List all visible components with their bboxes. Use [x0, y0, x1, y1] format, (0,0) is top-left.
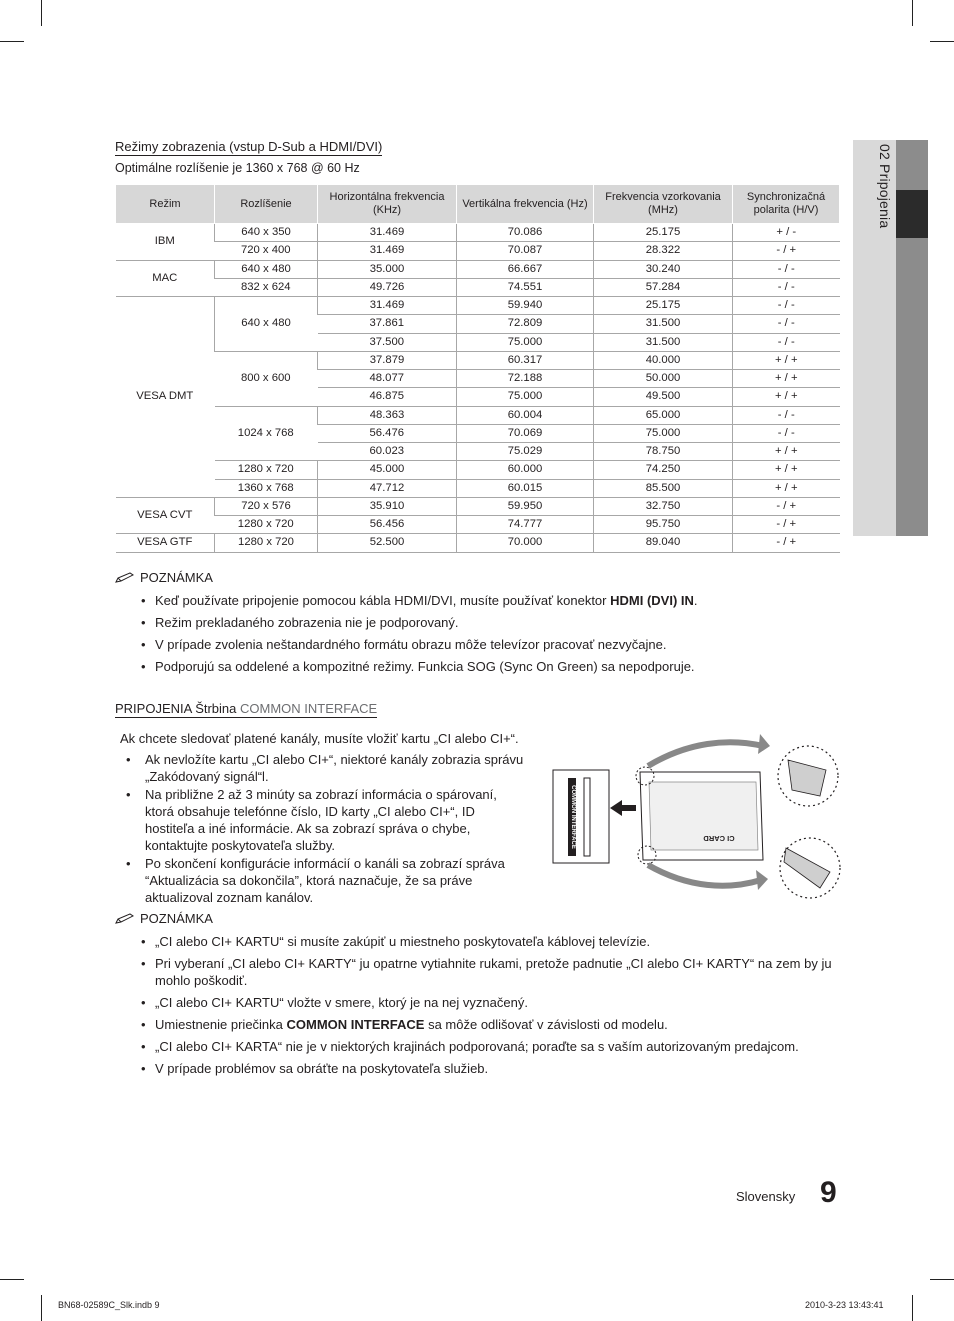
table-cell: 48.077: [318, 370, 457, 388]
table-cell: 70.087: [457, 242, 594, 260]
note-text: V prípade zvolenia neštandardného formátu obrazu môže televízor pracovať nezvyčajne.: [155, 637, 667, 652]
table-row: [116, 297, 840, 315]
note-text: V prípade problémov sa obráťte na poskytovateľa služieb.: [155, 1061, 489, 1076]
table-row: [116, 479, 840, 497]
list-item: • Na približne 2 až 3 minúty sa zobrazí informácia o spárovaní, ktorá obsahuje telefónne číslo, ID karty „CI alebo CI+“, ID hostiteľa a iné informácie. Ak sa zobrazí správa o chybe, kontaktujte poskytovateľa služby.: [126, 786, 526, 854]
ci-title-accent: COMMON INTERFACE: [240, 701, 378, 716]
mode-cell: MAC: [116, 260, 215, 297]
note-text: Pri vyberaní „CI alebo CI+ KARTY“ ju opatrne vytiahnite rukami, pretože padnutie „CI alebo CI+ KARTY“ na zem by ju mohlo poškodiť.: [155, 956, 832, 988]
table-cell: 31.469: [318, 297, 457, 315]
header-cell: Synchronizačná polarita (H/V): [733, 185, 840, 224]
header-cell: Režim: [116, 185, 215, 224]
table-cell: - / +: [733, 516, 840, 534]
table-cell: + / +: [733, 461, 840, 479]
list-item: • Po skončení konfigurácie informácií o kanáli sa zobrazí správa “Aktualizácia sa dokončila”, ktorá naznačuje, že sa práve aktualizoval zoznam kanálov.: [126, 855, 526, 906]
table-row: [116, 497, 840, 515]
list-item: [141, 614, 841, 631]
table-cell: 70.086: [457, 224, 594, 242]
table-cell: 49.500: [594, 388, 733, 406]
page-number: 9: [820, 1176, 837, 1209]
table-cell: 37.861: [318, 315, 457, 333]
table-cell: 75.000: [457, 333, 594, 351]
table-cell: 72.188: [457, 370, 594, 388]
table-cell: 800 x 600: [215, 351, 318, 406]
table-row: [116, 224, 840, 242]
display-modes-table: [115, 184, 840, 553]
table-cell: - / -: [733, 424, 840, 442]
ci-title-main: PRIPOJENIA Štrbina: [115, 701, 240, 716]
list-item: [141, 1060, 841, 1077]
note-label: POZNÁMKA: [140, 570, 213, 585]
table-cell: 57.284: [594, 278, 733, 296]
pencil-icon: [115, 913, 135, 925]
table-cell: 74.777: [457, 516, 594, 534]
table-header-row: [116, 185, 840, 224]
table-cell: 832 x 624: [215, 278, 318, 296]
table-cell: - / -: [733, 297, 840, 315]
table-cell: 32.750: [594, 497, 733, 515]
slot-opening: [584, 778, 590, 856]
pencil-icon: [115, 572, 135, 584]
table-cell: 56.476: [318, 424, 457, 442]
table-cell: 60.023: [318, 443, 457, 461]
footer-language: Slovensky: [736, 1189, 796, 1204]
note-label: POZNÁMKA: [140, 911, 213, 926]
table-cell: 25.175: [594, 224, 733, 242]
crop-mark: [930, 1279, 954, 1280]
table-cell: 75.000: [594, 424, 733, 442]
table-cell: 74.250: [594, 461, 733, 479]
table-cell: 25.175: [594, 297, 733, 315]
list-item: • Ak nevložíte kartu „CI alebo CI+“, niektoré kanály zobrazia správu „Zakódovaný signál“l.: [126, 751, 526, 785]
table-cell: 30.240: [594, 260, 733, 278]
note-heading: [115, 570, 213, 585]
list-item: [141, 933, 841, 950]
table-cell: 1280 x 720: [215, 516, 318, 534]
optimal-resolution-text: Optimálne rozlíšenie je 1360 x 768 @ 60 Hz: [115, 161, 360, 175]
table-cell: 70.069: [457, 424, 594, 442]
header-cell: Frekvencia vzorkovania (MHz): [594, 185, 733, 224]
table-row: [116, 534, 840, 552]
note-bold-text: HDMI (DVI) IN: [610, 593, 694, 608]
table-cell: 59.940: [457, 297, 594, 315]
insert-arrow-icon: [610, 800, 636, 816]
table-cell: 70.000: [457, 534, 594, 552]
crop-mark: [41, 1295, 42, 1321]
table-cell: 31.469: [318, 224, 457, 242]
table-row: [116, 242, 840, 260]
table-cell: 60.015: [457, 479, 594, 497]
list-item: [141, 1038, 841, 1055]
header-cell: Vertikálna frekvencia (Hz): [457, 185, 594, 224]
table-cell: 60.317: [457, 351, 594, 369]
table-cell: 1360 x 768: [215, 479, 318, 497]
table-row: [116, 260, 840, 278]
table-row: [116, 406, 840, 424]
table-cell: 49.726: [318, 278, 457, 296]
table-cell: + / +: [733, 479, 840, 497]
list-item: [141, 994, 841, 1011]
table-cell: - / -: [733, 406, 840, 424]
table-cell: 66.667: [457, 260, 594, 278]
table-cell: 60.000: [457, 461, 594, 479]
table-cell: 720 x 400: [215, 242, 318, 260]
table-cell: 72.809: [457, 315, 594, 333]
note-text: Keď používate pripojenie pomocou kábla HDMI/DVI, musíte používať konektor: [155, 593, 611, 608]
table-cell: 35.910: [318, 497, 457, 515]
table-cell: 40.000: [594, 351, 733, 369]
table-cell: 1280 x 720: [215, 534, 318, 552]
table-cell: 52.500: [318, 534, 457, 552]
note-text: Umiestnenie priečinka: [155, 1017, 287, 1032]
table-cell: 46.875: [318, 388, 457, 406]
mode-cell: VESA CVT: [116, 497, 215, 534]
table-cell: 74.551: [457, 278, 594, 296]
crop-mark: [41, 0, 42, 26]
chapter-label: 02 Pripojenia: [877, 144, 893, 229]
table-cell: 60.004: [457, 406, 594, 424]
table-cell: 640 x 350: [215, 224, 318, 242]
slot-panel: [553, 770, 609, 863]
table-cell: 35.000: [318, 260, 457, 278]
table-cell: 37.879: [318, 351, 457, 369]
table-cell: + / +: [733, 370, 840, 388]
crop-mark: [912, 0, 913, 26]
note-text: „CI alebo CI+ KARTU“ si musíte zakúpiť u miestneho poskytovateľa káblovej televízie.: [155, 934, 651, 949]
table-cell: - / +: [733, 497, 840, 515]
list-item: [141, 955, 841, 989]
list-item: [141, 592, 841, 609]
table-cell: 31.469: [318, 242, 457, 260]
table-cell: - / -: [733, 278, 840, 296]
table-cell: 47.712: [318, 479, 457, 497]
note-text: „CI alebo CI+ KARTA“ nie je v niektorých krajinách podporovaná; poraďte sa s vaším autorizovaným predajcom.: [155, 1039, 799, 1054]
list-item: [141, 636, 841, 653]
ci-bullet-list: [126, 751, 526, 907]
note-text: Podporujú sa oddelené a kompozitné režimy. Funkcia SOG (Sync On Green) sa nepodporuje.: [155, 659, 695, 674]
ci-section-title: [115, 701, 377, 718]
header-cell: Rozlíšenie: [215, 185, 318, 224]
note-list: [141, 933, 841, 1082]
mode-cell: VESA GTF: [116, 534, 215, 552]
side-tab-marker: [896, 190, 928, 238]
table-cell: + / -: [733, 224, 840, 242]
table-cell: 720 x 576: [215, 497, 318, 515]
table-cell: - / +: [733, 242, 840, 260]
table-cell: - / -: [733, 315, 840, 333]
list-item: [141, 658, 841, 675]
table-cell: 56.456: [318, 516, 457, 534]
mode-cell: VESA DMT: [116, 297, 215, 498]
table-cell: 1024 x 768: [215, 406, 318, 461]
table-row: [116, 461, 840, 479]
display-modes-title: Režimy zobrazenia (vstup D-Sub a HDMI/DVI): [115, 139, 383, 154]
note-heading: [115, 911, 213, 926]
table-row: [116, 516, 840, 534]
table-cell: 89.040: [594, 534, 733, 552]
table-cell: + / +: [733, 351, 840, 369]
table-cell: 31.500: [594, 315, 733, 333]
table-cell: 640 x 480: [215, 260, 318, 278]
card-label: CI CARD: [703, 834, 735, 843]
crop-mark: [0, 1279, 24, 1280]
table-row: [116, 351, 840, 369]
slot-label: COMMON INTERFACE: [570, 785, 576, 849]
table-cell: 50.000: [594, 370, 733, 388]
ci-card-illustration: [548, 730, 843, 905]
table-cell: 95.750: [594, 516, 733, 534]
header-cell: Horizontálna frekvencia (KHz): [318, 185, 457, 224]
slug-right: 2010-3-23 13:43:41: [805, 1300, 884, 1310]
table-cell: 75.000: [457, 388, 594, 406]
table-row: [116, 278, 840, 296]
table-cell: - / -: [733, 333, 840, 351]
note-text: „CI alebo CI+ KARTU“ vložte v smere, ktorý je na nej vyznačený.: [155, 995, 528, 1010]
table-cell: 31.500: [594, 333, 733, 351]
table-cell: 640 x 480: [215, 297, 318, 352]
table-cell: 85.500: [594, 479, 733, 497]
table-cell: 28.322: [594, 242, 733, 260]
table-cell: - / +: [733, 534, 840, 552]
table-cell: + / +: [733, 443, 840, 461]
table-cell: + / +: [733, 388, 840, 406]
list-item: [141, 1016, 841, 1033]
chapter-side-tab: [853, 140, 928, 536]
table-cell: 59.950: [457, 497, 594, 515]
table-cell: - / -: [733, 260, 840, 278]
table-cell: 48.363: [318, 406, 457, 424]
note-list: [141, 592, 841, 680]
table-cell: 78.750: [594, 443, 733, 461]
table-cell: 65.000: [594, 406, 733, 424]
note-bold-text: COMMON INTERFACE: [286, 1017, 425, 1032]
mode-cell: IBM: [116, 224, 215, 261]
crop-mark: [912, 1295, 913, 1321]
note-text: sa môže odlišovať v závislosti od modelu.: [424, 1017, 668, 1032]
crop-mark: [0, 41, 24, 42]
table-cell: 45.000: [318, 461, 457, 479]
ci-intro-text: Ak chcete sledovať platené kanály, musíte vložiť kartu „CI alebo CI+“.: [120, 731, 519, 746]
table-cell: 1280 x 720: [215, 461, 318, 479]
table-cell: 75.029: [457, 443, 594, 461]
note-text: Režim prekladaného zobrazenia nie je podporovaný.: [155, 615, 459, 630]
crop-mark: [930, 41, 954, 42]
note-text: .: [693, 593, 698, 608]
slug-left: BN68-02589C_Slk.indb 9: [58, 1300, 160, 1310]
table-cell: 37.500: [318, 333, 457, 351]
